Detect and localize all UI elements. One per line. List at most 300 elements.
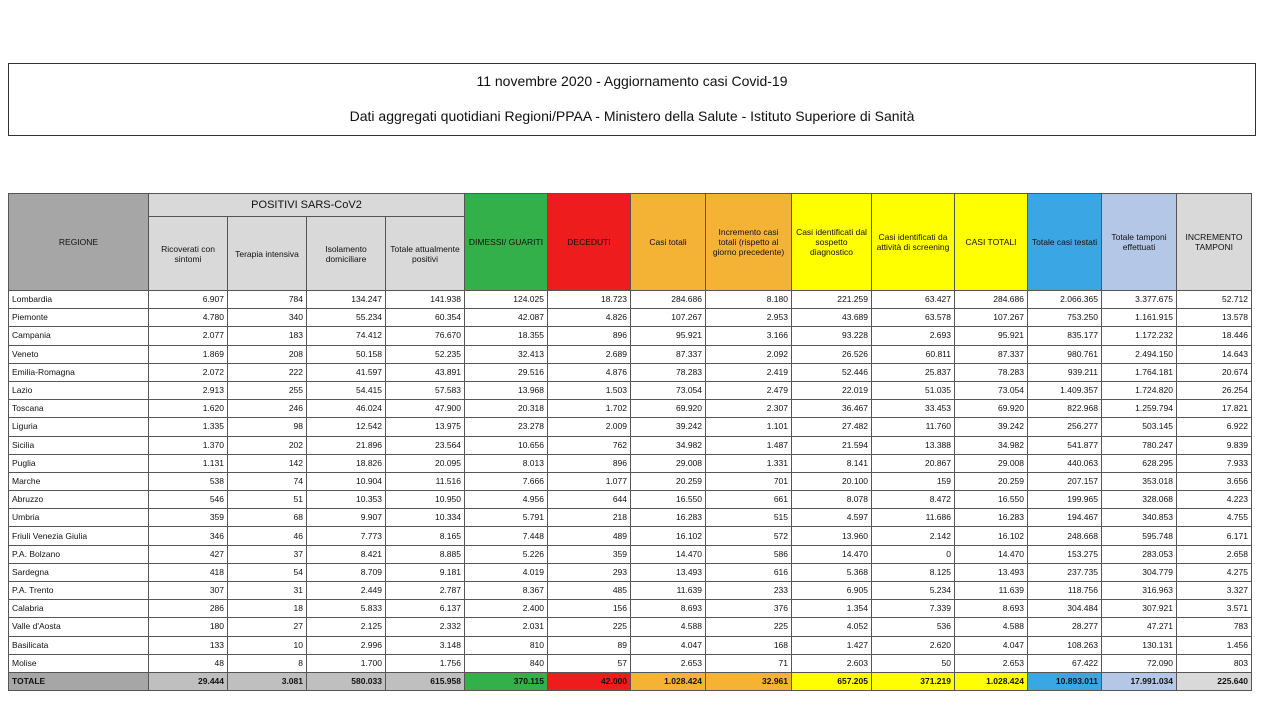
- cell-value: 536: [872, 618, 955, 636]
- cell-value: 4.047: [955, 636, 1028, 654]
- cell-value: 87.337: [631, 345, 706, 363]
- cell-value: 2.009: [548, 418, 631, 436]
- col-header-dimessi-guariti: DIMESSI/ GUARITI: [465, 194, 548, 291]
- cell-value: 939.211: [1028, 363, 1102, 381]
- cell-value: 2.913: [149, 381, 228, 399]
- cell-value: 4.047: [631, 636, 706, 654]
- total-value: 42.000: [548, 672, 631, 690]
- table-row: [9, 454, 1252, 472]
- cell-value: 33.453: [872, 400, 955, 418]
- cell-value: 7.933: [1177, 454, 1252, 472]
- cell-regione: Piemonte: [9, 309, 149, 327]
- cell-value: 17.821: [1177, 400, 1252, 418]
- cell-value: 21.896: [307, 436, 386, 454]
- cell-value: 87.337: [955, 345, 1028, 363]
- cell-regione: Sardegna: [9, 563, 149, 581]
- cell-value: 29.516: [465, 363, 548, 381]
- table-row: [9, 527, 1252, 545]
- cell-value: 18.826: [307, 454, 386, 472]
- col-header-incremento-casi: Incremento casi totali (rispetto al giorno precedente): [706, 194, 792, 291]
- cell-value: 29.008: [631, 454, 706, 472]
- cell-value: 10.904: [307, 472, 386, 490]
- table-row: [9, 491, 1252, 509]
- cell-value: 18.446: [1177, 327, 1252, 345]
- cell-value: 237.735: [1028, 563, 1102, 581]
- cell-regione: Lombardia: [9, 291, 149, 309]
- cell-value: 8.125: [872, 563, 955, 581]
- cell-value: 50.158: [307, 345, 386, 363]
- cell-value: 1.172.232: [1102, 327, 1177, 345]
- cell-value: 107.267: [955, 309, 1028, 327]
- cell-value: 159: [872, 472, 955, 490]
- cell-value: 153.275: [1028, 545, 1102, 563]
- cell-value: 18.723: [548, 291, 631, 309]
- group-header-positivi: POSITIVI SARS-CoV2: [149, 194, 465, 217]
- cell-value: 1.131: [149, 454, 228, 472]
- table-row: [9, 436, 1252, 454]
- cell-value: 616: [706, 563, 792, 581]
- col-header-attualmente-positivi: Totale attualmente positivi: [386, 217, 465, 291]
- cell-value: 4.780: [149, 309, 228, 327]
- cell-value: 74: [228, 472, 307, 490]
- col-header-deceduti: DECEDUTI: [548, 194, 631, 291]
- table-row: [9, 418, 1252, 436]
- cell-value: 896: [548, 454, 631, 472]
- cell-value: 7.773: [307, 527, 386, 545]
- cell-value: 60.354: [386, 309, 465, 327]
- cell-value: 628.295: [1102, 454, 1177, 472]
- cell-value: 22.019: [792, 381, 872, 399]
- cell-value: 108.263: [1028, 636, 1102, 654]
- cell-value: 6.137: [386, 600, 465, 618]
- cell-value: 14.470: [631, 545, 706, 563]
- cell-value: 3.656: [1177, 472, 1252, 490]
- cell-value: 8.885: [386, 545, 465, 563]
- cell-value: 1.503: [548, 381, 631, 399]
- cell-value: 7.666: [465, 472, 548, 490]
- col-header-regione: REGIONE: [9, 194, 149, 291]
- cell-value: 20.867: [872, 454, 955, 472]
- cell-regione: Molise: [9, 654, 149, 672]
- cell-regione: Friuli Venezia Giulia: [9, 527, 149, 545]
- cell-value: 2.653: [631, 654, 706, 672]
- col-header-terapia-intensiva: Terapia intensiva: [228, 217, 307, 291]
- cell-value: 8.472: [872, 491, 955, 509]
- cell-value: 256.277: [1028, 418, 1102, 436]
- cell-value: 28.277: [1028, 618, 1102, 636]
- col-header-ricoverati: Ricoverati con sintomi: [149, 217, 228, 291]
- cell-value: 95.921: [631, 327, 706, 345]
- cell-value: 293: [548, 563, 631, 581]
- cell-value: 89: [548, 636, 631, 654]
- cell-value: 1.869: [149, 345, 228, 363]
- cell-value: 346: [149, 527, 228, 545]
- cell-value: 20.674: [1177, 363, 1252, 381]
- cell-value: 221.259: [792, 291, 872, 309]
- cell-value: 63.427: [872, 291, 955, 309]
- cell-value: 10.950: [386, 491, 465, 509]
- cell-value: 10.353: [307, 491, 386, 509]
- cell-value: 4.826: [548, 309, 631, 327]
- cell-value: 13.968: [465, 381, 548, 399]
- cell-value: 1.370: [149, 436, 228, 454]
- cell-value: 133: [149, 636, 228, 654]
- cell-value: 11.639: [631, 582, 706, 600]
- cell-value: 2.031: [465, 618, 548, 636]
- cell-value: 233: [706, 582, 792, 600]
- cell-value: 26.526: [792, 345, 872, 363]
- cell-value: 546: [149, 491, 228, 509]
- cell-value: 8.693: [955, 600, 1028, 618]
- cell-regione: Lazio: [9, 381, 149, 399]
- cell-value: 8.421: [307, 545, 386, 563]
- table-row: [9, 345, 1252, 363]
- cell-value: 46.024: [307, 400, 386, 418]
- cell-value: 4.755: [1177, 509, 1252, 527]
- cell-value: 340.853: [1102, 509, 1177, 527]
- cell-value: 23.278: [465, 418, 548, 436]
- cell-value: 246: [228, 400, 307, 418]
- cell-regione: Basilicata: [9, 636, 149, 654]
- col-header-casi-totali: Casi totali: [631, 194, 706, 291]
- cell-regione: Veneto: [9, 345, 149, 363]
- cell-value: 503.145: [1102, 418, 1177, 436]
- cell-value: 783: [1177, 618, 1252, 636]
- table-row: [9, 309, 1252, 327]
- cell-value: 6.922: [1177, 418, 1252, 436]
- cell-value: 353.018: [1102, 472, 1177, 490]
- cell-value: 1.354: [792, 600, 872, 618]
- cell-value: 803: [1177, 654, 1252, 672]
- cell-value: 11.686: [872, 509, 955, 527]
- cell-value: 54.415: [307, 381, 386, 399]
- covid-data-table: [8, 193, 1252, 691]
- cell-regione: Valle d'Aosta: [9, 618, 149, 636]
- cell-value: 896: [548, 327, 631, 345]
- table-row: [9, 636, 1252, 654]
- cell-value: 661: [706, 491, 792, 509]
- cell-value: 4.588: [955, 618, 1028, 636]
- cell-value: 10.334: [386, 509, 465, 527]
- cell-value: 71: [706, 654, 792, 672]
- total-value: 10.893.011: [1028, 672, 1102, 690]
- cell-value: 2.787: [386, 582, 465, 600]
- cell-value: 541.877: [1028, 436, 1102, 454]
- cell-value: 9.839: [1177, 436, 1252, 454]
- cell-value: 76.670: [386, 327, 465, 345]
- cell-value: 57: [548, 654, 631, 672]
- cell-value: 1.620: [149, 400, 228, 418]
- cell-value: 12.542: [307, 418, 386, 436]
- cell-regione: P.A. Bolzano: [9, 545, 149, 563]
- cell-value: 10.656: [465, 436, 548, 454]
- cell-regione: Liguria: [9, 418, 149, 436]
- cell-value: 20.259: [955, 472, 1028, 490]
- cell-value: 1.101: [706, 418, 792, 436]
- cell-value: 248.668: [1028, 527, 1102, 545]
- cell-value: 1.259.794: [1102, 400, 1177, 418]
- total-value: 1.028.424: [955, 672, 1028, 690]
- cell-value: 2.332: [386, 618, 465, 636]
- cell-value: 2.603: [792, 654, 872, 672]
- cell-value: 29.008: [955, 454, 1028, 472]
- cell-regione: Toscana: [9, 400, 149, 418]
- cell-value: 23.564: [386, 436, 465, 454]
- cell-value: 8.141: [792, 454, 872, 472]
- cell-value: 11.516: [386, 472, 465, 490]
- cell-value: 202: [228, 436, 307, 454]
- cell-value: 194.467: [1028, 509, 1102, 527]
- cell-value: 4.223: [1177, 491, 1252, 509]
- cell-value: 20.259: [631, 472, 706, 490]
- cell-value: 78.283: [631, 363, 706, 381]
- cell-value: 283.053: [1102, 545, 1177, 563]
- cell-value: 13.493: [631, 563, 706, 581]
- cell-regione: Abruzzo: [9, 491, 149, 509]
- cell-value: 34.982: [955, 436, 1028, 454]
- cell-value: 34.982: [631, 436, 706, 454]
- cell-value: 2.693: [872, 327, 955, 345]
- cell-value: 26.254: [1177, 381, 1252, 399]
- cell-value: 1.331: [706, 454, 792, 472]
- cell-value: 701: [706, 472, 792, 490]
- total-value: 17.991.034: [1102, 672, 1177, 690]
- cell-regione: Emilia-Romagna: [9, 363, 149, 381]
- cell-value: 52.235: [386, 345, 465, 363]
- cell-value: 13.960: [792, 527, 872, 545]
- col-header-incremento-tamponi: INCREMENTO TAMPONI: [1177, 194, 1252, 291]
- cell-value: 5.234: [872, 582, 955, 600]
- cell-value: 255: [228, 381, 307, 399]
- cell-value: 69.920: [955, 400, 1028, 418]
- cell-value: 328.068: [1102, 491, 1177, 509]
- cell-value: 43.891: [386, 363, 465, 381]
- cell-value: 207.157: [1028, 472, 1102, 490]
- total-value: 29.444: [149, 672, 228, 690]
- cell-value: 784: [228, 291, 307, 309]
- cell-value: 32.413: [465, 345, 548, 363]
- cell-value: 67.422: [1028, 654, 1102, 672]
- col-header-casi-testati: Totale casi testati: [1028, 194, 1102, 291]
- cell-value: 586: [706, 545, 792, 563]
- cell-value: 4.956: [465, 491, 548, 509]
- cell-value: 51: [228, 491, 307, 509]
- cell-value: 13.578: [1177, 309, 1252, 327]
- cell-value: 10: [228, 636, 307, 654]
- cell-value: 5.226: [465, 545, 548, 563]
- cell-value: 124.025: [465, 291, 548, 309]
- cell-value: 8.367: [465, 582, 548, 600]
- cell-value: 16.550: [631, 491, 706, 509]
- cell-value: 304.779: [1102, 563, 1177, 581]
- cell-value: 9.907: [307, 509, 386, 527]
- cell-value: 5.791: [465, 509, 548, 527]
- cell-value: 50: [872, 654, 955, 672]
- total-value: 1.028.424: [631, 672, 706, 690]
- cell-value: 54: [228, 563, 307, 581]
- cell-regione: Sicilia: [9, 436, 149, 454]
- cell-value: 20.100: [792, 472, 872, 490]
- total-value: 370.115: [465, 672, 548, 690]
- cell-value: 3.377.675: [1102, 291, 1177, 309]
- cell-value: 20.095: [386, 454, 465, 472]
- cell-value: 60.811: [872, 345, 955, 363]
- cell-value: 51.035: [872, 381, 955, 399]
- cell-value: 4.019: [465, 563, 548, 581]
- cell-value: 8.693: [631, 600, 706, 618]
- cell-regione: Campania: [9, 327, 149, 345]
- cell-value: 46: [228, 527, 307, 545]
- cell-value: 16.283: [631, 509, 706, 527]
- cell-value: 25.837: [872, 363, 955, 381]
- cell-value: 199.965: [1028, 491, 1102, 509]
- cell-regione: Marche: [9, 472, 149, 490]
- table-row: [9, 472, 1252, 490]
- cell-value: 8.165: [386, 527, 465, 545]
- cell-value: 11.639: [955, 582, 1028, 600]
- cell-value: 8: [228, 654, 307, 672]
- cell-value: 52.446: [792, 363, 872, 381]
- cell-value: 43.689: [792, 309, 872, 327]
- cell-value: 39.242: [955, 418, 1028, 436]
- cell-value: 9.181: [386, 563, 465, 581]
- cell-value: 20.318: [465, 400, 548, 418]
- cell-value: 68: [228, 509, 307, 527]
- cell-value: 4.597: [792, 509, 872, 527]
- cell-value: 2.125: [307, 618, 386, 636]
- cell-value: 47.271: [1102, 618, 1177, 636]
- cell-value: 134.247: [307, 291, 386, 309]
- cell-value: 2.307: [706, 400, 792, 418]
- cell-value: 130.131: [1102, 636, 1177, 654]
- cell-value: 95.921: [955, 327, 1028, 345]
- cell-value: 1.335: [149, 418, 228, 436]
- cell-value: 16.102: [955, 527, 1028, 545]
- cell-value: 31: [228, 582, 307, 600]
- cell-value: 538: [149, 472, 228, 490]
- cell-value: 359: [149, 509, 228, 527]
- cell-value: 218: [548, 509, 631, 527]
- cell-value: 1.409.357: [1028, 381, 1102, 399]
- cell-value: 1.487: [706, 436, 792, 454]
- cell-value: 822.968: [1028, 400, 1102, 418]
- cell-regione: Calabria: [9, 600, 149, 618]
- report-title: 11 novembre 2020 - Aggiornamento casi Covid-19: [476, 73, 788, 89]
- cell-value: 2.419: [706, 363, 792, 381]
- cell-value: 6.171: [1177, 527, 1252, 545]
- cell-value: 16.283: [955, 509, 1028, 527]
- cell-value: 37: [228, 545, 307, 563]
- cell-value: 1.077: [548, 472, 631, 490]
- cell-value: 2.142: [872, 527, 955, 545]
- cell-value: 14.643: [1177, 345, 1252, 363]
- cell-value: 284.686: [955, 291, 1028, 309]
- cell-value: 2.077: [149, 327, 228, 345]
- total-value: 657.205: [792, 672, 872, 690]
- table-row: [9, 563, 1252, 581]
- cell-value: 840: [465, 654, 548, 672]
- cell-value: 36.467: [792, 400, 872, 418]
- cell-value: 2.658: [1177, 545, 1252, 563]
- cell-value: 2.092: [706, 345, 792, 363]
- cell-value: 4.052: [792, 618, 872, 636]
- cell-value: 225: [548, 618, 631, 636]
- cell-value: 13.388: [872, 436, 955, 454]
- table-row: [9, 600, 1252, 618]
- total-label: TOTALE: [9, 672, 149, 690]
- cell-value: 1.764.181: [1102, 363, 1177, 381]
- total-value: 580.033: [307, 672, 386, 690]
- cell-value: 1.456: [1177, 636, 1252, 654]
- cell-value: 835.177: [1028, 327, 1102, 345]
- cell-value: 72.090: [1102, 654, 1177, 672]
- cell-value: 753.250: [1028, 309, 1102, 327]
- cell-value: 16.550: [955, 491, 1028, 509]
- cell-value: 225: [706, 618, 792, 636]
- cell-value: 1.161.915: [1102, 309, 1177, 327]
- cell-value: 2.494.150: [1102, 345, 1177, 363]
- cell-value: 18: [228, 600, 307, 618]
- cell-value: 14.470: [792, 545, 872, 563]
- cell-value: 13.975: [386, 418, 465, 436]
- cell-value: 48: [149, 654, 228, 672]
- total-value: 371.219: [872, 672, 955, 690]
- cell-value: 14.470: [955, 545, 1028, 563]
- table-row: [9, 618, 1252, 636]
- total-value: 3.081: [228, 672, 307, 690]
- cell-value: 2.953: [706, 309, 792, 327]
- cell-regione: Umbria: [9, 509, 149, 527]
- cell-value: 8.180: [706, 291, 792, 309]
- table-row: [9, 327, 1252, 345]
- cell-value: 208: [228, 345, 307, 363]
- cell-value: 3.166: [706, 327, 792, 345]
- cell-value: 4.876: [548, 363, 631, 381]
- total-value: 32.961: [706, 672, 792, 690]
- cell-value: 340: [228, 309, 307, 327]
- cell-value: 41.597: [307, 363, 386, 381]
- cell-value: 107.267: [631, 309, 706, 327]
- cell-value: 69.920: [631, 400, 706, 418]
- table-row: [9, 654, 1252, 672]
- cell-value: 2.996: [307, 636, 386, 654]
- cell-value: 180: [149, 618, 228, 636]
- cell-regione: P.A. Trento: [9, 582, 149, 600]
- cell-value: 4.275: [1177, 563, 1252, 581]
- cell-value: 8.709: [307, 563, 386, 581]
- cell-value: 4.588: [631, 618, 706, 636]
- cell-value: 2.400: [465, 600, 548, 618]
- total-row: [9, 672, 1252, 690]
- cell-value: 27: [228, 618, 307, 636]
- cell-value: 57.583: [386, 381, 465, 399]
- col-header-screening: Casi identificati da attività di screening: [872, 194, 955, 291]
- total-value: 225.640: [1177, 672, 1252, 690]
- cell-value: 780.247: [1102, 436, 1177, 454]
- cell-value: 27.482: [792, 418, 872, 436]
- cell-value: 3.148: [386, 636, 465, 654]
- cell-value: 2.653: [955, 654, 1028, 672]
- cell-value: 284.686: [631, 291, 706, 309]
- cell-value: 316.963: [1102, 582, 1177, 600]
- cell-value: 7.448: [465, 527, 548, 545]
- cell-value: 1.427: [792, 636, 872, 654]
- col-header-sospetto-diagnostico: Casi identificati dal sospetto diagnostico: [792, 194, 872, 291]
- col-header-isolamento: Isolamento domiciliare: [307, 217, 386, 291]
- cell-value: 7.339: [872, 600, 955, 618]
- cell-value: 515: [706, 509, 792, 527]
- cell-value: 489: [548, 527, 631, 545]
